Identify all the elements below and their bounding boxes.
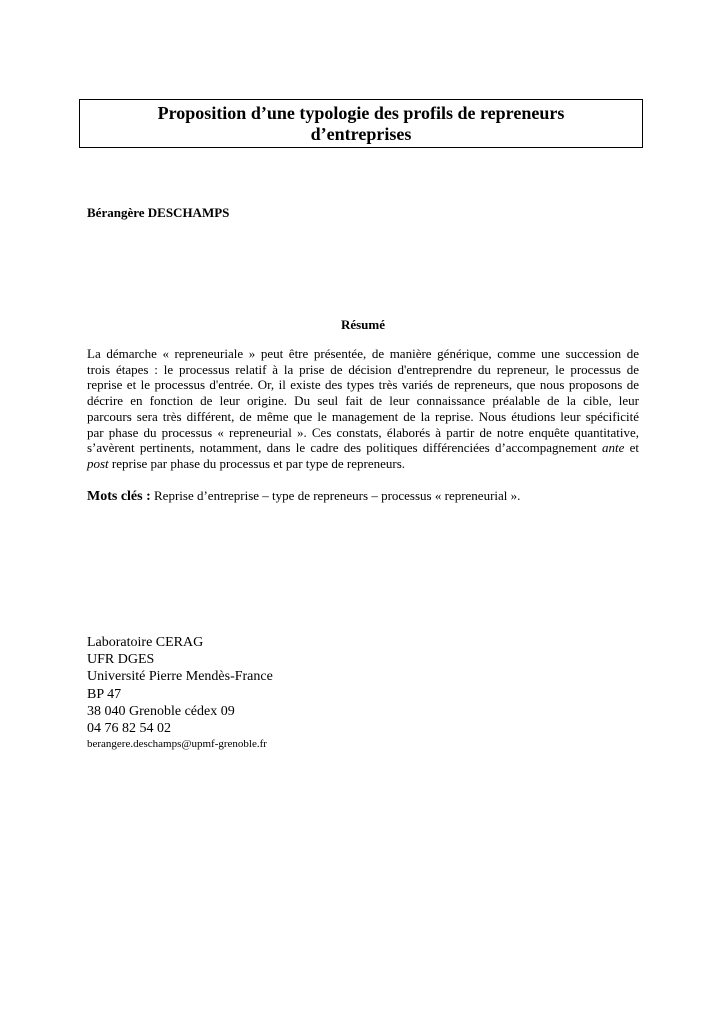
address-lab: Laboratoire CERAG xyxy=(87,635,204,650)
address-university: Université Pierre Mendès-France xyxy=(87,669,273,685)
abstract-italic-post: post xyxy=(87,455,109,471)
abstract-heading: Résumé xyxy=(340,317,386,332)
abstract-line: parcours sera très différent, de même que le management de la reprise. Nous étudions leur spécificité xyxy=(87,408,639,424)
keywords-label: Mots clés : xyxy=(87,489,151,504)
abstract-line xyxy=(87,440,639,456)
keywords-text: Reprise d’entreprise – type de repreneurs – processus « repreneurial ». xyxy=(154,488,521,503)
abstract-line-text: reprise par phase du processus et par type de repreneurs. xyxy=(111,455,406,471)
title-box xyxy=(79,99,643,148)
author-name: Bérangère DESCHAMPS xyxy=(87,205,230,220)
title-line-2: d’entreprises xyxy=(310,124,412,144)
address-bp: BP 47 xyxy=(87,686,122,702)
keywords xyxy=(87,488,520,505)
abstract-italic-ante: ante xyxy=(601,440,625,456)
abstract-line: trois étapes : le processus relatif à la prise de décision d'entreprendre du repreneur, le processus de xyxy=(87,361,639,377)
abstract-line: décrire en fonction de leur origine. Du seul fait de leur connaissance préalable de la cible, leur xyxy=(87,393,639,409)
abstract-body xyxy=(87,346,639,472)
abstract-line xyxy=(87,456,639,472)
title-line-1: Proposition d’une typologie des profils de repreneurs xyxy=(157,103,565,123)
abstract-line: par phase du processus « repreneurial ». Ces constats, élaborés à partir de notre enquête quantitative, xyxy=(87,424,639,440)
address-email[interactable]: berangere.deschamps@upmf-grenoble.fr xyxy=(87,738,267,751)
address-block xyxy=(87,634,273,751)
address-city: 38 040 Grenoble cédex 09 xyxy=(87,703,235,719)
abstract-line: La démarche « repreneuriale » peut être présentée, de manière générique, comme une succession de xyxy=(87,346,639,361)
abstract-line: reprise et le processus d'entrée. Or, il existe des types très variés de repreneurs, que nous proposons de xyxy=(87,377,639,393)
abstract-line-text: s’avèrent pertinents, notamment, dans le cadre des politiques différenciées d’accompagnement xyxy=(87,440,597,456)
address-ufr: UFR DGES xyxy=(87,652,155,668)
abstract-word-et: et xyxy=(629,440,640,456)
address-phone: 04 76 82 54 02 xyxy=(87,721,171,737)
